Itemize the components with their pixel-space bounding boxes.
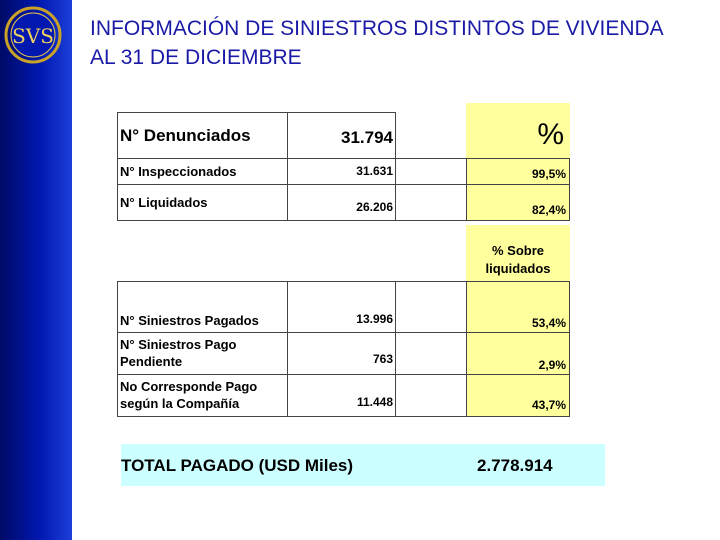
grid-line xyxy=(117,416,570,417)
percent-sobre-liquidados-header: % Sobre liquidados xyxy=(485,243,551,276)
grid-line xyxy=(117,112,395,113)
row-label-liquidados: N° Liquidados xyxy=(120,194,208,210)
svs-logo xyxy=(2,4,64,66)
grid-line xyxy=(395,281,396,417)
grid-line xyxy=(466,158,467,220)
grid-line xyxy=(117,158,570,159)
row-label-inspeccionados: N° Inspeccionados xyxy=(120,163,237,179)
total-label: TOTAL PAGADO (USD Miles) xyxy=(121,456,354,475)
total-pagado-box xyxy=(121,444,605,486)
row-pct-pago-pendiente: 2,9% xyxy=(538,358,566,372)
grid-line xyxy=(117,220,570,221)
row-value-liquidados: 26.206 xyxy=(356,200,393,214)
row-pct-pagados: 53,4% xyxy=(531,316,566,330)
grid-line xyxy=(117,184,570,185)
grid-line xyxy=(287,112,288,220)
row-value-denunciados: 31.794 xyxy=(341,128,393,147)
total-value: 2.778.914 xyxy=(477,456,553,475)
grid-line xyxy=(569,158,570,220)
grid-line xyxy=(287,281,288,417)
grid-line xyxy=(117,374,570,375)
grid-line xyxy=(569,281,570,417)
row-label-denunciados: N° Denunciados xyxy=(120,125,251,145)
row-pct-liquidados: 82,4% xyxy=(531,203,566,217)
grid-line xyxy=(117,281,118,417)
grid-line xyxy=(117,332,570,333)
page-title xyxy=(90,14,710,72)
svg-text:SVS: SVS xyxy=(12,24,54,48)
grid-line xyxy=(117,281,570,282)
row-value-pagados: 13.996 xyxy=(356,312,393,326)
row-pct-inspeccionados: 99,5% xyxy=(531,167,566,181)
row-label-pagados: N° Siniestros Pagados xyxy=(120,313,259,328)
row-value-pago-pendiente: 763 xyxy=(372,352,393,366)
title-line-1: INFORMACIÓN DE SINIESTROS DISTINTOS DE VIVIENDA xyxy=(90,17,664,40)
row-pct-no-corresponde: 43,7% xyxy=(531,398,566,412)
row-value-inspeccionados: 31.631 xyxy=(356,164,393,178)
row-label-pago-pendiente: N° Siniestros Pago Pendiente xyxy=(120,337,237,369)
grid-line xyxy=(466,281,467,417)
percent-header: % xyxy=(537,118,564,151)
row-value-no-corresponde: 11.448 xyxy=(356,395,393,409)
grid-line xyxy=(117,112,118,220)
sidebar-band xyxy=(0,0,72,540)
grid-line xyxy=(395,112,396,220)
title-line-2: AL 31 DE DICIEMBRE xyxy=(90,46,302,69)
row-label-no-corresponde: No Corresponde Pago según la Compañía xyxy=(120,379,258,411)
